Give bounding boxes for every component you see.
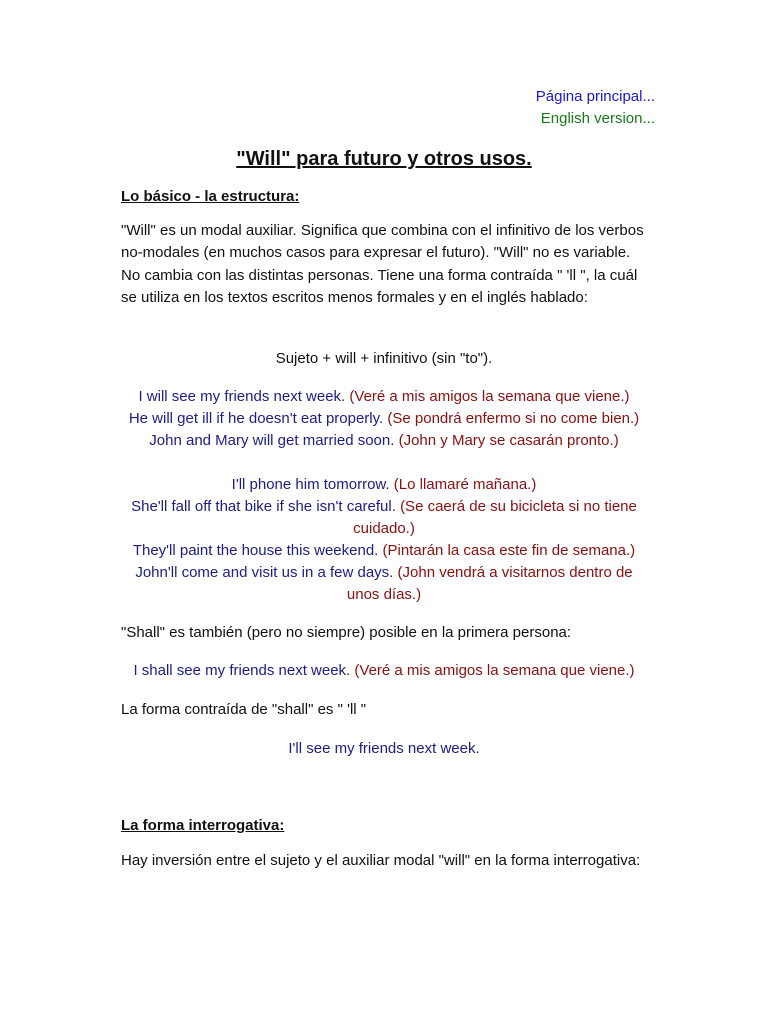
- spanish-translation: (John y Mary se casarán pronto.): [398, 432, 619, 449]
- example-line: [110, 474, 658, 496]
- english-version-link[interactable]: English version...: [540, 110, 655, 127]
- interrogative-heading: La forma interrogativa:: [121, 817, 285, 834]
- spanish-translation: (Se caerá de su bicicleta si no tiene cuidado.): [353, 498, 637, 537]
- english-example: I'll see my friends next week.: [288, 740, 480, 757]
- home-page-link[interactable]: Página principal...: [535, 88, 655, 105]
- spanish-translation: (John vendrá a visitarnos dentro de unos días.): [346, 564, 633, 603]
- spanish-translation: (Veré a mis amigos la semana que viene.): [349, 388, 630, 405]
- example-line: [110, 496, 658, 540]
- example-line: [110, 540, 658, 562]
- english-example: I'll phone him tomorrow.: [231, 476, 390, 493]
- page-title: "Will" para futuro y otros usos.: [236, 148, 532, 170]
- english-example: John'll come and visit us in a few days.: [135, 564, 394, 581]
- spanish-translation: (Veré a mis amigos la semana que viene.): [354, 662, 635, 679]
- shall-example: [110, 660, 658, 682]
- spanish-translation: (Se pondrá enfermo si no come bien.): [387, 410, 640, 427]
- english-example: They'll paint the house this weekend.: [132, 542, 379, 559]
- contracted-form-examples: [110, 474, 658, 606]
- interrogative-intro-paragraph: Hay inversión entre el sujeto y el auxiliar modal "will" en la forma interrogativa:: [121, 852, 641, 869]
- english-example: He will get ill if he doesn't eat properly.: [128, 410, 384, 427]
- example-line: [110, 430, 658, 452]
- full-form-examples: [110, 386, 658, 452]
- top-navigation: [536, 86, 655, 130]
- example-line: [110, 562, 658, 606]
- english-example: I shall see my friends next week.: [133, 662, 351, 679]
- shall-contracted-example: [110, 738, 658, 760]
- spanish-translation: (Pintarán la casa este fin de semana.): [382, 542, 636, 559]
- shall-contracted-note: La forma contraída de "shall" es " 'll ": [121, 701, 367, 718]
- english-example: John and Mary will get married soon.: [149, 432, 395, 449]
- example-line: [110, 386, 658, 408]
- spanish-translation: (Lo llamaré mañana.): [393, 476, 537, 493]
- basics-heading: Lo básico - la estructura:: [121, 188, 300, 205]
- english-example: I will see my friends next week.: [138, 388, 346, 405]
- structure-formula: Sujeto + will + infinitivo (sin "to").: [275, 350, 493, 367]
- example-line: [110, 408, 658, 430]
- example-line: [110, 660, 658, 682]
- basics-intro-paragraph: "Will" es un modal auxiliar. Significa que combina con el infinitivo de los verbos no-modales (en muchos casos para expresar el futuro). "Will" no es variable. No cambia con las distintas personas. Tiene una forma contraída " 'll ", la cuál se utiliza en los textos escritos menos formales y en el inglés hablado:: [121, 222, 644, 306]
- english-example: She'll fall off that bike if she isn't careful.: [131, 498, 396, 515]
- shall-note: "Shall" es también (pero no siempre) posible en la primera persona:: [121, 624, 572, 641]
